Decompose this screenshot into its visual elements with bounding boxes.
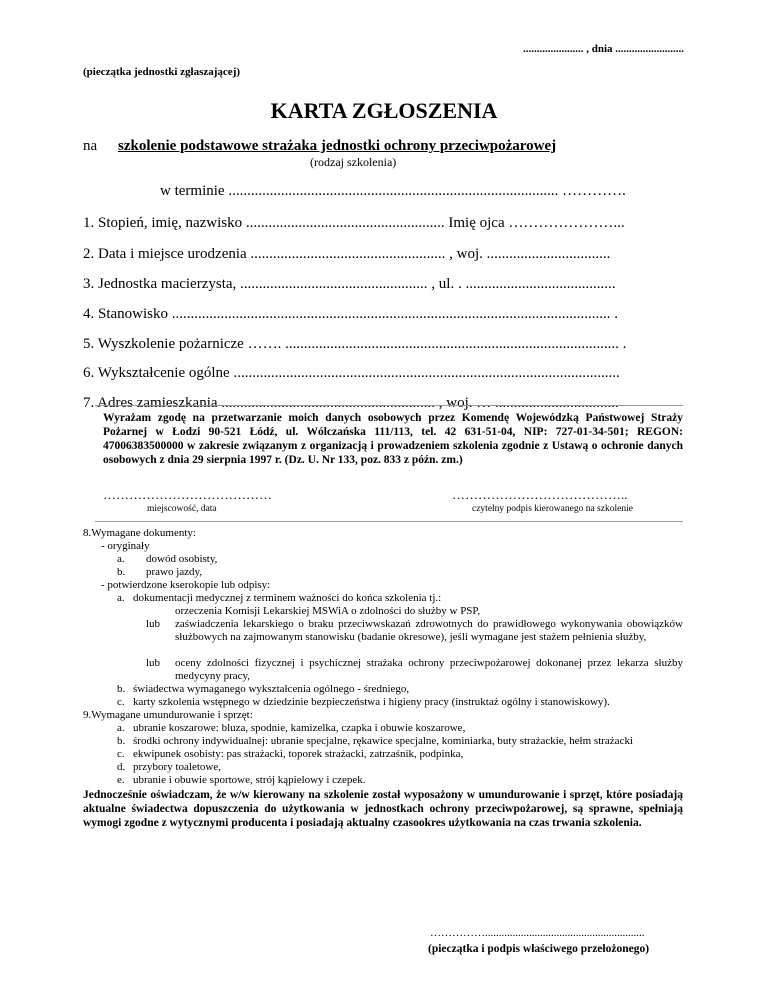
training-prefix: na	[83, 138, 98, 154]
issuing-unit-stamp-label: (pieczątka jednostki zgłaszającej)	[83, 66, 241, 78]
field-rank-name[interactable]: 1. Stopień, imię, nazwisko ..................................................... Imię ojca …………………...	[83, 215, 625, 231]
list-item: środki ochrony indywidualnej: ubranie specjalne, rękawice specjalne, kominiarka, buty strażackie, hełm strażacki	[133, 735, 634, 747]
field-address[interactable]: 7. Adres zamieszkania ......................................................... , woj. … .................................	[83, 395, 619, 411]
divider	[95, 405, 683, 406]
divider	[95, 521, 683, 522]
training-term-field[interactable]: w terminie ........................................................................................ ………….	[160, 183, 626, 199]
field-birth[interactable]: 2. Data i miejsce urodzenia .................................................... , woj. .................................	[83, 246, 611, 262]
list-marker: a.	[117, 722, 125, 734]
list-marker: lub	[146, 657, 161, 669]
field-fire-training[interactable]: 5. Wyszkolenie pożarnicze ……. ......................................................................................... .	[83, 336, 627, 352]
list-marker: c.	[117, 696, 125, 708]
list-marker: a.	[117, 592, 125, 604]
list-item: dowód osobisty,	[146, 553, 218, 565]
declaration-text: Jednocześnie oświadczam, że w/w kierowany na szkolenie został wyposażony w umundurowanie i sprzęt, które posiadają aktualne świadectwa dopuszczenia do użytkowania w jednostkach ochrony przeciwpożarowej, są sprawne, spełniają wymogi zgodne z wytycznymi producenta i posiadają aktualny czasookres użytkowania na czas trwania szkolenia.	[83, 789, 683, 829]
list-item: oceny zdolności fizycznej i psychicznej strażaka ochrony przeciwpożarowej dokonanej przez lekarza służby medycyny pracy,	[175, 657, 683, 682]
list-marker: b.	[117, 566, 126, 578]
list-marker: e.	[117, 774, 125, 786]
trainee-signature-caption: czytelny podpis kierowanego na szkolenie	[472, 504, 633, 514]
list-item: zaświadczenia lekarskiego o braku przeciwwskazań zdrowotnych do prawidłowego wykonywania obowiązków służbowych na zajmowanym stanowisku (badanie okresowe), jeśli wymagane jest stażem pełnienia służby,	[175, 618, 683, 643]
trainee-signature-line[interactable]: …………………………………..	[452, 487, 628, 502]
list-item: orzeczenia Komisji Lekarskiej MSWiA o zdolności do służby w PSP,	[175, 605, 481, 617]
equipment-heading: 9.Wymagane umundurowanie i sprzęt:	[83, 709, 253, 721]
field-home-unit[interactable]: 3. Jednostka macierzysta, .................................................. , ul. . ........................................	[83, 276, 616, 292]
originals-label: - oryginały	[101, 540, 150, 552]
list-item: ubranie i obuwie sportowe, strój kąpielowy i czepek.	[133, 774, 366, 786]
list-item: świadectwa wymaganego wykształcenia ogólnego - średniego,	[133, 683, 410, 695]
list-marker: c.	[117, 748, 125, 760]
date-line: ...................... , dnia .........................	[522, 43, 684, 55]
list-marker: lub	[146, 618, 161, 630]
place-date-caption: miejscowość, data	[147, 504, 217, 514]
list-item: przybory toaletowe,	[133, 761, 221, 773]
training-type-caption: (rodzaj szkolenia)	[310, 155, 397, 169]
list-item: dokumentacji medycznej z terminem ważności do końca szkolenia tj.:	[133, 592, 442, 604]
page-title: KARTA ZGŁOSZENIA	[270, 98, 498, 123]
list-item: ubranie koszarowe: bluza, spodnie, kamizelka, czapka i obuwie koszarowe,	[133, 722, 466, 734]
list-marker: b.	[117, 683, 126, 695]
list-item: prawo jazdy,	[146, 566, 203, 578]
list-marker: b.	[117, 735, 126, 747]
supervisor-signature-caption: (pieczątka i podpis właściwego przełożonego)	[428, 943, 650, 955]
supervisor-signature-line[interactable]: ……………..........................................................	[430, 927, 645, 939]
list-item: karty szkolenia wstępnego w dziedzinie bezpieczeństwa i higieny pracy (instruktaż ogólny i stanowiskowy).	[133, 696, 610, 708]
place-date-signature-line[interactable]: …………………………………	[103, 487, 272, 502]
copies-label: - potwierdzone kserokopie lub odpisy:	[101, 579, 271, 591]
list-item: ekwipunek osobisty: pas strażacki, toporek strażacki, zatrzaśnik, podpinka,	[133, 748, 464, 760]
list-marker: a.	[117, 553, 125, 565]
list-marker: d.	[117, 761, 126, 773]
training-name: szkolenie podstawowe strażaka jednostki ochrony przeciwpożarowej	[118, 138, 557, 154]
consent-text: Wyrażam zgodę na przetwarzanie moich danych osobowych przez Komendę Wojewódzką Państwowej Straży Pożarnej w Łodzi 90-521 Łódź, ul. Wólczańska 111/113, tel. 42 631-51-04, NIP: 727-01-34-501; REGON: 47006383500000 w zakresie związanym z organizacją i prowadzeniem szkolenia zgodnie z Ustawą o ochronie danych osobowych z dnia 29 sierpnia 1997 r. (Dz. U. Nr 133, poz. 833 z późn. zm.)	[103, 412, 683, 466]
requirements-heading: 8.Wymagane dokumenty:	[83, 527, 196, 539]
field-position[interactable]: 4. Stanowisko ..................................................................................................................... .	[83, 306, 619, 322]
field-education[interactable]: 6. Wykształcenie ogólne .......................................................................................................	[83, 365, 620, 381]
